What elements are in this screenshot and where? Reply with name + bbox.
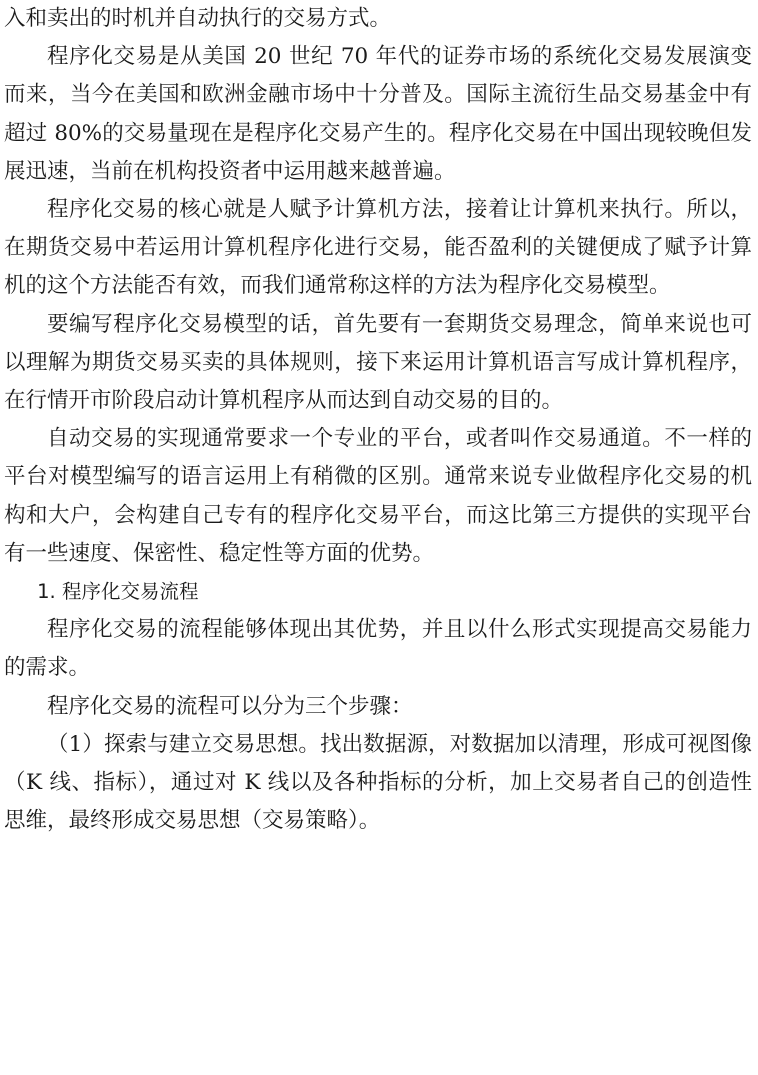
paragraph-auto-trading-platform: 自动交易的实现通常要求一个专业的平台，或者叫作交易通道。不一样的平台对模型编写的语言运用上有稍微的区别。通常来说专业做程序化交易的机构和大户，会构建自己专有的程序化交易平台，而这比第三方提供的实现平台有一些速度、保密性、稳定性等方面的优势。: [4, 426, 752, 566]
paragraph-program-trading-origin: 程序化交易是从美国 20 世纪 70 年代的证券市场的系统化交易发展演变而来，当今在美国和欧洲金融市场中十分普及。国际主流衍生品交易基金中有超过 80%的交易量现在是程序化交易产生的。程序化交易在中国出现较晚但发展迅速，当前在机构投资者中运用越来越普遍。: [4, 44, 752, 184]
paragraph-program-trading-core: 程序化交易的核心就是人赋予计算机方法，接着让计算机来执行。所以，在期货交易中若运用计算机程序化进行交易，能否盈利的关键便成了赋予计算机的这个方法能否有效，而我们通常称这样的方法为程序化交易模型。: [4, 197, 752, 299]
paragraph-model-writing: 要编写程序化交易模型的话，首先要有一套期货交易理念，简单来说也可以理解为期货交易买卖的具体规则，接下来运用计算机语言写成计算机程序，在行情开市阶段启动计算机程序从而达到自动交易的目的。: [4, 311, 752, 414]
paragraph-process-advantage: 程序化交易的流程能够体现出其优势，并且以什么形式实现提高交易能力的需求。: [4, 617, 752, 681]
paragraph-continuation: 入和卖出的时机并自动执行的交易方式。: [4, 6, 392, 31]
section-heading: 1. 程序化交易流程: [37, 580, 199, 604]
paragraph-process-steps-intro: 程序化交易的流程可以分为三个步骤：: [47, 693, 413, 719]
paragraph-step-one: （1）探索与建立交易思想。找出数据源，对数据加以清理，形成可视图像（K 线、指标），通过对 K 线以及各种指标的分析，加上交易者自己的创造性思维，最终形成交易思想（交易策略）。: [4, 731, 752, 834]
